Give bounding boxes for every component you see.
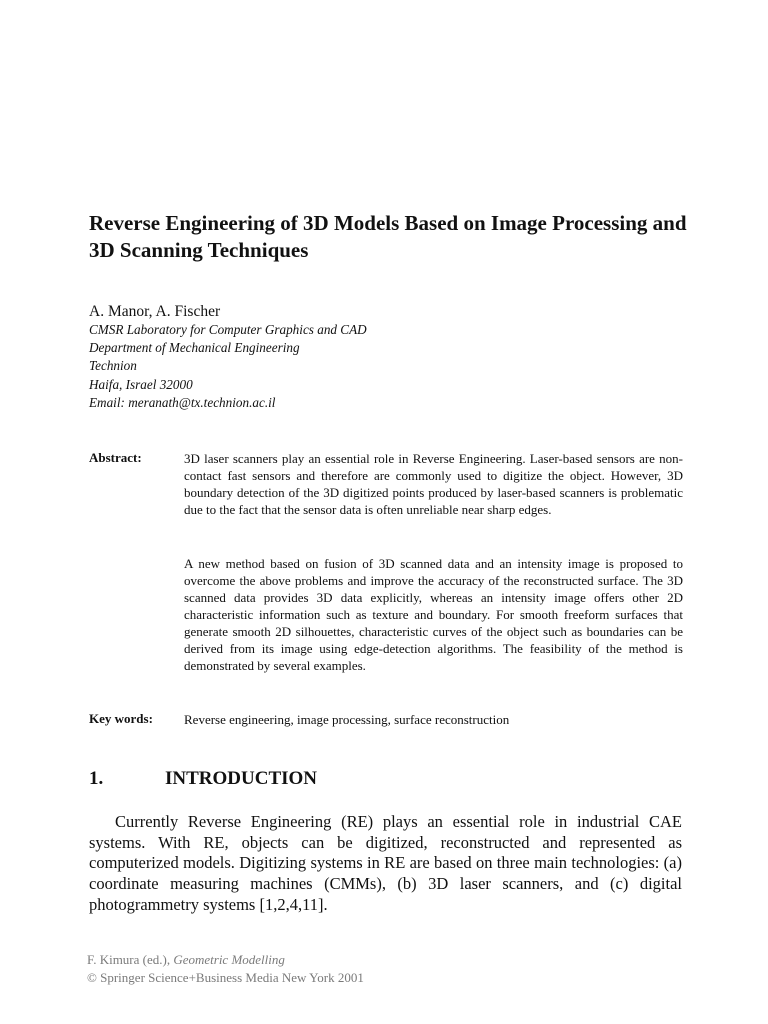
authors: A. Manor, A. Fischer [89, 303, 221, 320]
abstract-text: A new method based on fusion of 3D scanned data and an intensity image is proposed to overcome the above problems and improve the accuracy of the reconstructed surface. The 3D scanned data provides 3D data explicitly, whereas an intensity image offers other 2D characteristic information such as texture and boundary. For smooth freeform surfaces that generate smooth 2D silhouettes, characteristic curves of the object such as boundaries can be derived from its image using edge-detection algorithms. The feasibility of the method is demonstrated by several examples. [184, 556, 683, 673]
affiliation-line: Haifa, Israel 32000 [89, 376, 193, 392]
affiliation-line: Department of Mechanical Engineering [89, 340, 300, 356]
footer-citation [87, 951, 364, 969]
affiliation-email: Email: meranath@tx.technion.ac.il [89, 394, 276, 410]
footer-editor: F. Kimura (ed.), [87, 952, 171, 967]
keywords-label: Key words: [89, 711, 153, 726]
footer-book-title: Geometric Modelling [173, 952, 285, 967]
abstract-text: 3D laser scanners play an essential role in Reverse Engineering. Laser-based sensors are non-contact fast sensors and therefore are commonly used to digitize the object. However, 3D boundary detection of the 3D digitized points produced by laser-based scanners is problematic due to the fact that the sensor data is often unreliable near sharp edges. [184, 451, 683, 517]
introduction-text: Currently Reverse Engineering (RE) plays an essential role in industrial CAE systems. With RE, objects can be digitized, reconstructed and represented as computerized models. Digitizing systems in RE are based on three main technologies: (a) coordinate measuring machines (CMMs), (b) 3D laser scanners, and (c) digital photogrammetry systems [1,2,4,11]. [89, 812, 682, 914]
affiliation [89, 321, 367, 412]
keywords: Reverse engineering, image processing, surface reconstruction [184, 712, 510, 727]
affiliation-line: Technion [89, 358, 137, 374]
footer-copyright: © Springer Science+Business Media New York 2001 [87, 970, 364, 985]
affiliation-line: CMSR Laboratory for Computer Graphics and CAD [89, 322, 367, 337]
abstract-label: Abstract: [89, 450, 142, 465]
section-title: INTRODUCTION [165, 768, 318, 789]
abstract-paragraph [184, 555, 683, 674]
footer [87, 951, 364, 987]
section-number: 1. [89, 768, 104, 789]
paper-title: Reverse Engineering of 3D Models Based on Image Processing and 3D Scanning Techniques [89, 211, 687, 262]
abstract-paragraph [184, 450, 683, 518]
